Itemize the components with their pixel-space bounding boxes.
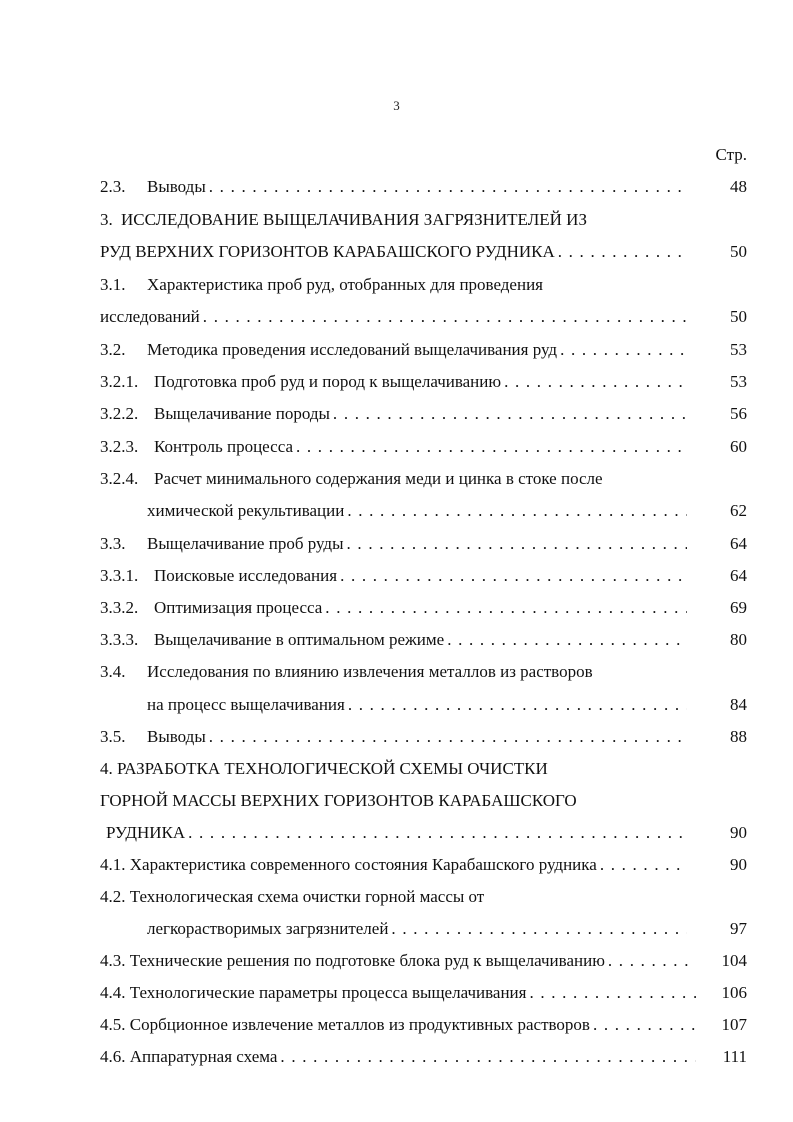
toc-entry-3-3-3[interactable] (0, 627, 793, 653)
toc-entry-page: 69 (730, 598, 747, 617)
toc-entry-number: 3.2.1. (100, 372, 139, 391)
toc-entry-title: Подготовка проб руд и пород к выщелачиванию (154, 372, 502, 391)
toc-entry-number: 3.3.2. (100, 598, 139, 617)
toc-entry-page: 90 (730, 823, 747, 842)
toc-entry-4-6[interactable] (0, 1044, 793, 1070)
page-column-heading: Стр. (715, 145, 747, 164)
dot-leader (600, 852, 687, 878)
toc-entry-number: 3.2.3. (100, 437, 139, 456)
toc-entry-page: 80 (730, 630, 747, 649)
toc-entry-page: 60 (730, 437, 747, 456)
toc-entry-4-2[interactable] (0, 884, 793, 910)
toc-entry-number: 3.2.4. (100, 469, 139, 488)
toc-entry-title: 4.3. Технические решения по подготовке блока руд к выщелачиванию (100, 951, 605, 970)
toc-entry-page: 107 (721, 1015, 747, 1034)
toc-entry-number: 3.3. (100, 534, 126, 553)
toc-entry-2-3[interactable] (0, 174, 793, 200)
toc-entry-page: 53 (730, 372, 747, 391)
toc-entry-page: 48 (730, 177, 747, 196)
dot-leader (325, 595, 687, 621)
toc-entry-4-1[interactable] (0, 852, 793, 878)
toc-entry-page: 88 (730, 727, 747, 746)
toc-entry-title: РУДНИКА (106, 823, 186, 842)
toc-entry-title: Расчет минимального содержания меди и цинка в стоке после (154, 469, 603, 488)
toc-entry-4-3[interactable] (0, 948, 793, 974)
toc-entry-chapter-3[interactable] (0, 207, 793, 233)
toc-entry-page: 90 (730, 855, 747, 874)
dot-leader (504, 369, 687, 395)
toc-entry-3-4[interactable] (0, 659, 793, 685)
toc-entry-title: Поисковые исследования (154, 566, 338, 585)
toc-entry-page: 56 (730, 404, 747, 423)
toc-entry-title: Оптимизация процесса (154, 598, 323, 617)
toc-entry-number: 3.1. (100, 275, 126, 294)
toc-entry-3-4-continued[interactable] (0, 692, 793, 718)
toc-entry-3-3-2[interactable] (0, 595, 793, 621)
toc-entry-chapter-4-continued[interactable] (0, 788, 793, 814)
toc-entry-title: Методика проведения исследований выщелачивания руд (147, 340, 558, 359)
dot-leader (280, 1044, 696, 1070)
toc-entry-3-2-4-continued[interactable] (0, 498, 793, 524)
toc-entry-3-2-4[interactable] (0, 466, 793, 492)
toc-entry-title: Выщелачивание в оптимальном режиме (154, 630, 445, 649)
toc-entry-page: 50 (730, 242, 747, 261)
toc-entry-title: Исследования по влиянию извлечения металлов из растворов (147, 662, 593, 681)
dot-leader (447, 627, 687, 653)
toc-entry-title: 4. РАЗРАБОТКА ТЕХНОЛОГИЧЕСКОЙ СХЕМЫ ОЧИСТКИ (100, 759, 548, 778)
dot-leader (296, 434, 687, 460)
dot-leader (391, 916, 687, 942)
toc-entry-3-5[interactable] (0, 724, 793, 750)
toc-entry-title: исследований (100, 307, 200, 326)
toc-entry-title: Выводы (147, 727, 206, 746)
toc-entry-number: 2.3. (100, 177, 126, 196)
toc-entry-title: ИССЛЕДОВАНИЕ ВЫЩЕЛАЧИВАНИЯ ЗАГРЯЗНИТЕЛЕЙ ИЗ (121, 210, 587, 229)
toc-entry-number: 3. (100, 210, 113, 229)
dot-leader (347, 498, 687, 524)
toc-entry-title: Выщелачивание породы (154, 404, 330, 423)
toc-entry-title: 4.5. Сорбционное извлечение металлов из продуктивных растворов (100, 1015, 590, 1034)
toc-entry-4-4[interactable] (0, 980, 793, 1006)
toc-entry-page: 64 (730, 534, 747, 553)
toc-entry-chapter-4-end[interactable] (0, 820, 793, 846)
toc-entry-title: на процесс выщелачивания (147, 695, 345, 714)
toc-entry-title: 4.1. Характеристика современного состояния Карабашского рудника (100, 855, 597, 874)
toc-entry-title: 4.6. Аппаратурная схема (100, 1047, 278, 1066)
toc-entry-number: 3.4. (100, 662, 126, 681)
toc-entry-3-2-2[interactable] (0, 401, 793, 427)
dot-leader (188, 820, 687, 846)
toc-entry-number: 3.2. (100, 340, 126, 359)
toc-entry-title: Характеристика проб руд, отобранных для проведения (147, 275, 543, 294)
toc-entry-3-3-1[interactable] (0, 563, 793, 589)
toc-entry-3-2-1[interactable] (0, 369, 793, 395)
dot-leader (209, 724, 687, 750)
toc-entry-page: 97 (730, 919, 747, 938)
toc-entry-title: Контроль процесса (154, 437, 293, 456)
toc-entry-page: 50 (730, 307, 747, 326)
dot-leader (347, 531, 687, 557)
toc-entry-4-2-continued[interactable] (0, 916, 793, 942)
toc-entry-chapter-3-continued[interactable] (0, 239, 793, 265)
dot-leader (529, 980, 696, 1006)
toc-entry-title: легкорастворимых загрязнителей (147, 919, 389, 938)
toc-entry-title: РУД ВЕРХНИХ ГОРИЗОНТОВ КАРАБАШСКОГО РУДНИКА (100, 242, 555, 261)
toc-entry-number: 3.3.1. (100, 566, 139, 585)
toc-entry-page: 84 (730, 695, 747, 714)
toc-entry-title: Выводы (147, 177, 206, 196)
toc-entry-number: 3.5. (100, 727, 126, 746)
toc-entry-page: 53 (730, 340, 747, 359)
toc-entry-4-5[interactable] (0, 1012, 793, 1038)
toc-entry-page: 62 (730, 501, 747, 520)
toc-entry-number: 3.3.3. (100, 630, 139, 649)
toc-entry-page: 64 (730, 566, 747, 585)
toc-entry-title: Выщелачивание проб руды (147, 534, 344, 553)
toc-entry-chapter-4[interactable] (0, 756, 793, 782)
dot-leader (203, 304, 687, 330)
dot-leader (209, 174, 687, 200)
toc-entry-3-2[interactable] (0, 337, 793, 363)
dot-leader (560, 337, 687, 363)
dot-leader (593, 1012, 696, 1038)
dot-leader (333, 401, 687, 427)
dot-leader (340, 563, 687, 589)
toc-entry-3-3[interactable] (0, 531, 793, 557)
toc-entry-page: 111 (722, 1047, 747, 1066)
toc-entry-title: ГОРНОЙ МАССЫ ВЕРХНИХ ГОРИЗОНТОВ КАРАБАШСКОГО (100, 791, 577, 810)
dot-leader (608, 948, 696, 974)
toc-entry-page: 106 (721, 983, 747, 1002)
toc-entry-title: 4.4. Технологические параметры процесса выщелачивания (100, 983, 527, 1002)
dot-leader (348, 692, 687, 718)
toc-entry-3-1-continued[interactable] (0, 304, 793, 330)
toc-entry-title: 4.2. Технологическая схема очистки горной массы от (100, 887, 485, 906)
toc-entry-page: 104 (721, 951, 747, 970)
toc-entry-title: химической рекультивации (147, 501, 345, 520)
dot-leader (558, 239, 687, 265)
page-number: 3 (393, 98, 400, 113)
toc-entry-3-1[interactable] (0, 272, 793, 298)
toc-entry-number: 3.2.2. (100, 404, 139, 423)
toc-entry-3-2-3[interactable] (0, 434, 793, 460)
